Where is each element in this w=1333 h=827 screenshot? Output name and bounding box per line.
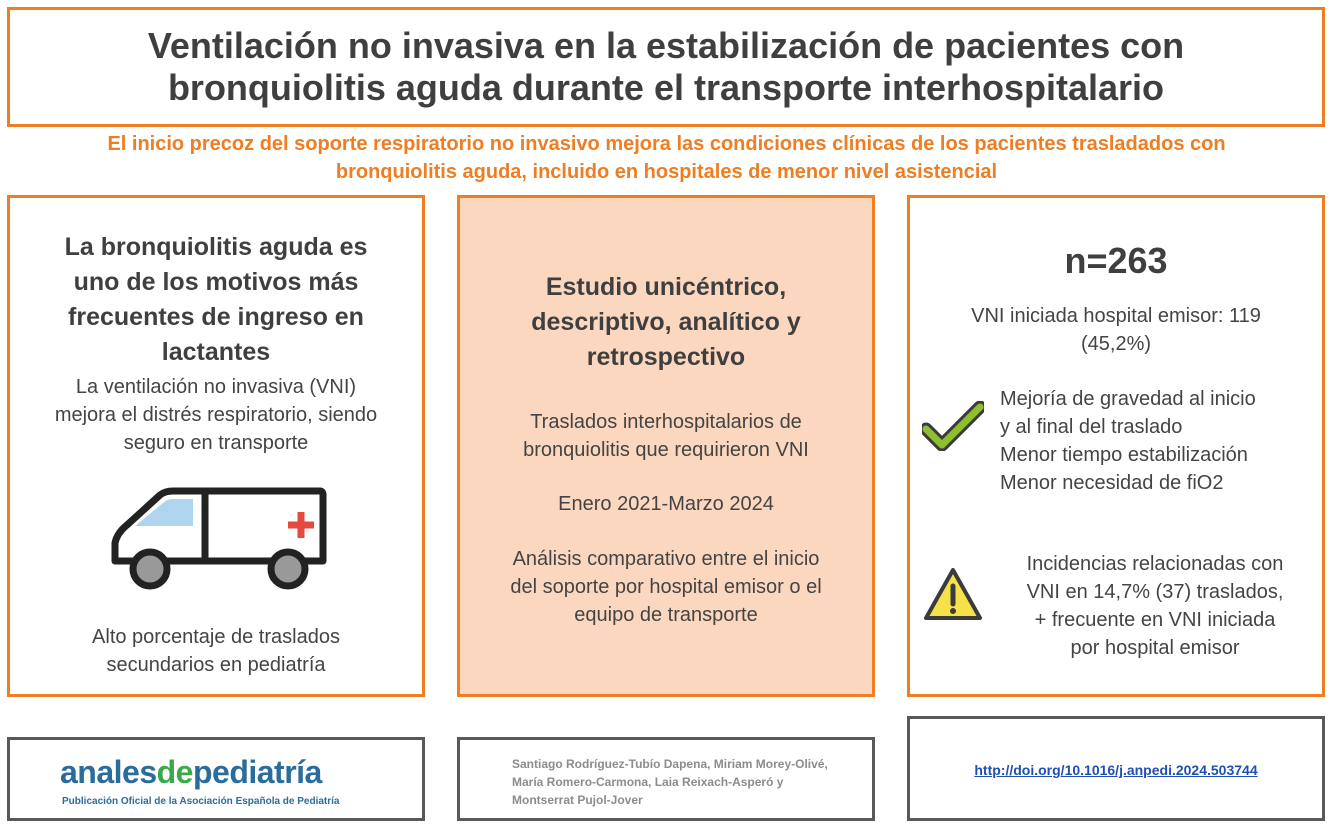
subtitle-line-2: bronquiolitis aguda, incluido en hospitales de menor nivel asistencial xyxy=(335,161,998,183)
text-line: del soporte por hospital emisor o el xyxy=(510,576,822,598)
title-box xyxy=(7,7,1325,127)
text-line: + frecuente en VNI iniciada xyxy=(1034,609,1276,631)
panel-center-text-2: Enero 2021-Marzo 2024 xyxy=(558,493,774,515)
heading-line: La bronquiolitis aguda es xyxy=(64,233,368,261)
author-line: Montserrat Pujol-Jover xyxy=(512,793,643,807)
text-line: equipo de transporte xyxy=(574,604,758,626)
benefits-list xyxy=(1000,385,1320,497)
sample-size: n=263 xyxy=(1064,240,1168,281)
check-icon xyxy=(922,401,984,451)
subtitle xyxy=(0,130,1333,186)
panel-center-text-3 xyxy=(460,545,872,629)
heading-line: descriptivo, analítico y xyxy=(531,308,801,336)
text-line: VNI en 14,7% (37) traslados, xyxy=(1026,581,1284,603)
benefit-item: Menor tiempo estabilización xyxy=(1000,444,1248,466)
panel-left-heading xyxy=(10,230,422,370)
author-line: María Romero-Carmona, Laia Reixach-Asperó y xyxy=(512,775,784,789)
benefit-item: Mejoría de gravedad al inicio xyxy=(1000,388,1256,410)
text-line: bronquiolitis que requirieron VNI xyxy=(523,439,809,461)
text-line: Análisis comparativo entre el inicio xyxy=(512,548,820,570)
vni-emitter-stat xyxy=(910,302,1322,358)
text-line: mejora el distrés respiratorio, siendo xyxy=(54,404,378,426)
heading-line: frecuentes de ingreso en xyxy=(68,303,364,331)
logo-part: pediatría xyxy=(192,754,322,790)
warning-icon xyxy=(922,566,984,622)
text-line: por hospital emisor xyxy=(1070,637,1240,659)
panel-background xyxy=(457,195,875,697)
panel-center-text-1 xyxy=(460,408,872,464)
text-line: secundarios en pediatría xyxy=(106,654,326,676)
panel-background xyxy=(7,195,425,697)
logo-part: de xyxy=(156,754,193,790)
authors-box xyxy=(457,737,875,821)
panel-background xyxy=(907,195,1325,697)
panel-center-heading xyxy=(460,270,872,375)
title-line-2: bronquiolitis aguda durante el transporte interhospitalario xyxy=(167,67,1165,108)
panel-left-text-2 xyxy=(10,623,422,679)
text-line: Traslados interhospitalarios de xyxy=(530,411,802,433)
doi-box xyxy=(907,716,1325,821)
heading-line: lactantes xyxy=(161,338,271,366)
author-line: Santiago Rodríguez-Tubío Dapena, Miriam Morey-Olivé, xyxy=(512,757,828,771)
benefit-item: Menor necesidad de fiO2 xyxy=(1000,472,1224,494)
text-line: La ventilación no invasiva (VNI) xyxy=(75,376,357,398)
text-line: VNI iniciada hospital emisor: 119 xyxy=(971,305,1261,327)
title-line-1: Ventilación no invasiva en la estabilización de pacientes con xyxy=(147,25,1185,66)
doi-link[interactable]: http://doi.org/10.1016/j.anpedi.2024.503744 xyxy=(974,762,1258,778)
journal-tagline: Publicación Oficial de la Asociación Española de Pediatría xyxy=(62,796,340,807)
journal-logo xyxy=(60,754,322,791)
journal-logo-box xyxy=(7,737,425,821)
heading-line: uno de los motivos más xyxy=(73,268,359,296)
logo-part: anales xyxy=(60,754,157,790)
text-line: seguro en transporte xyxy=(123,432,309,454)
subtitle-line-1: El inicio precoz del soporte respiratorio no invasivo mejora las condiciones clínicas de los pacientes trasladados con xyxy=(107,133,1226,155)
heading-line: Estudio unicéntrico, xyxy=(545,273,787,301)
text-line: (45,2%) xyxy=(1080,333,1152,355)
heading-line: retrospectivo xyxy=(586,343,746,371)
ambulance-icon xyxy=(105,483,330,593)
incidents-text xyxy=(990,550,1320,662)
text-line: Incidencias relacionadas con xyxy=(1026,553,1284,575)
text-line: Alto porcentaje de traslados xyxy=(92,626,340,648)
panel-left-text-1 xyxy=(10,373,422,457)
benefit-item: y al final del traslado xyxy=(1000,416,1183,438)
authors xyxy=(512,755,828,809)
